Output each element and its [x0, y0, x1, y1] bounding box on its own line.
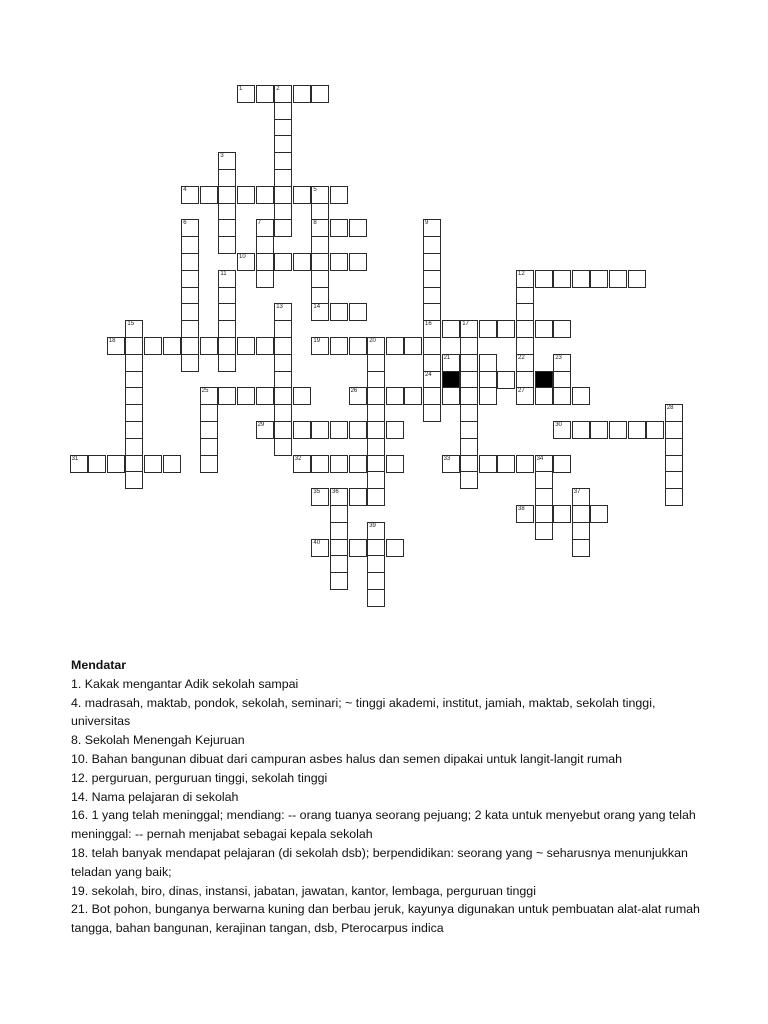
grid-cell[interactable] — [516, 303, 534, 321]
grid-cell[interactable] — [181, 219, 199, 237]
grid-cell[interactable] — [479, 371, 497, 389]
clue-number: 3 — [220, 153, 224, 160]
grid-cell[interactable] — [442, 371, 460, 389]
grid-cell[interactable] — [181, 186, 199, 204]
clue-number: 14 — [313, 304, 321, 311]
grid-cell[interactable] — [479, 387, 497, 405]
clue-number: 39 — [369, 522, 376, 529]
grid-cell[interactable] — [181, 320, 199, 338]
grid-cell[interactable] — [367, 488, 385, 506]
grid-cell[interactable] — [665, 404, 683, 422]
grid-cell[interactable] — [125, 421, 143, 439]
grid-cell[interactable] — [330, 488, 348, 506]
grid-cell[interactable] — [274, 135, 292, 153]
grid-cell[interactable] — [218, 203, 236, 221]
grid-cell[interactable] — [386, 387, 404, 405]
grid-cell[interactable] — [572, 505, 590, 523]
grid-cell[interactable] — [181, 303, 199, 321]
grid-cell[interactable] — [367, 371, 385, 389]
grid-cell[interactable] — [386, 421, 404, 439]
grid-cell[interactable] — [442, 455, 460, 473]
grid-cell[interactable] — [535, 387, 553, 405]
clue-number: 18 — [108, 338, 116, 344]
grid-cell[interactable] — [386, 337, 404, 355]
grid-cell[interactable] — [163, 455, 181, 473]
grid-cell[interactable] — [274, 102, 292, 120]
grid-cell[interactable] — [423, 236, 441, 254]
grid-cell[interactable] — [553, 505, 571, 523]
grid-cell[interactable] — [349, 303, 367, 321]
grid-cell[interactable] — [553, 320, 571, 338]
grid-cell[interactable] — [553, 421, 571, 439]
clue-number: 25 — [201, 388, 209, 395]
grid-cell[interactable] — [367, 438, 385, 456]
grid-cell[interactable] — [88, 455, 106, 473]
grid-cell[interactable] — [330, 505, 348, 523]
grid-cell[interactable] — [367, 455, 385, 473]
grid-cell[interactable] — [218, 219, 236, 237]
grid-cell[interactable] — [274, 387, 292, 405]
clues-heading: Mendatar — [71, 658, 127, 672]
grid-cell[interactable] — [125, 404, 143, 422]
grid-cell[interactable] — [218, 337, 236, 355]
grid-cell[interactable] — [256, 186, 274, 204]
grid-cell[interactable] — [423, 253, 441, 271]
grid-cell[interactable] — [218, 303, 236, 321]
grid-cell[interactable] — [516, 287, 534, 305]
grid-cell[interactable] — [460, 438, 478, 456]
grid-cell[interactable] — [665, 471, 683, 489]
grid-cell[interactable] — [293, 253, 311, 271]
grid-cell[interactable] — [311, 219, 329, 237]
grid-cell[interactable] — [609, 421, 627, 439]
grid-cell[interactable] — [293, 455, 311, 473]
grid-cell[interactable] — [256, 219, 274, 237]
grid-cell[interactable] — [442, 354, 460, 372]
grid-cell[interactable] — [553, 387, 571, 405]
grid-cell[interactable] — [497, 455, 515, 473]
grid-cell[interactable] — [535, 505, 553, 523]
clue-number: 21 — [443, 354, 451, 361]
grid-cell[interactable] — [200, 455, 218, 473]
grid-cell[interactable] — [293, 387, 311, 405]
grid-cell[interactable] — [572, 539, 590, 557]
grid-cell[interactable] — [535, 320, 553, 338]
grid-cell[interactable] — [367, 404, 385, 422]
clue-number: 30 — [555, 422, 562, 428]
grid-cell[interactable] — [349, 488, 367, 506]
grid-cell[interactable] — [460, 421, 478, 439]
clue-number: 27 — [518, 388, 525, 395]
grid-cell[interactable] — [404, 387, 422, 405]
grid-cell[interactable] — [218, 169, 236, 187]
grid-cell[interactable] — [423, 303, 441, 321]
grid-cell[interactable] — [349, 455, 367, 473]
grid-cell[interactable] — [237, 85, 255, 103]
grid-cell[interactable] — [125, 387, 143, 405]
grid-cell[interactable] — [293, 186, 311, 204]
grid-cell[interactable] — [181, 270, 199, 288]
clue-number: 6 — [183, 220, 187, 227]
grid-cell[interactable] — [609, 270, 627, 288]
grid-cell[interactable] — [423, 337, 441, 355]
grid-cell[interactable] — [535, 455, 553, 473]
grid-cell[interactable] — [590, 270, 608, 288]
grid-cell[interactable] — [516, 354, 534, 372]
grid-cell[interactable] — [349, 219, 367, 237]
clue-number: 37 — [573, 489, 581, 496]
clue-number: 20 — [369, 338, 376, 344]
grid-cell[interactable] — [311, 270, 329, 288]
grid-cell[interactable] — [274, 203, 292, 221]
grid-cell[interactable] — [423, 320, 441, 338]
clue-number: 19 — [313, 338, 321, 344]
grid-cell[interactable] — [367, 589, 385, 607]
grid-cell[interactable] — [274, 371, 292, 389]
grid-cell[interactable] — [553, 371, 571, 389]
grid-cell[interactable] — [256, 421, 274, 439]
grid-cell[interactable] — [516, 505, 534, 523]
grid-cell[interactable] — [274, 320, 292, 338]
grid-cell[interactable] — [367, 555, 385, 573]
grid-cell[interactable] — [181, 236, 199, 254]
grid-cell[interactable] — [218, 186, 236, 204]
grid-cell[interactable] — [330, 421, 348, 439]
grid-cell[interactable] — [125, 471, 143, 489]
grid-cell[interactable] — [516, 387, 534, 405]
grid-cell[interactable] — [516, 270, 534, 288]
grid-cell[interactable] — [125, 337, 143, 355]
grid-cell[interactable] — [218, 152, 236, 170]
grid-cell[interactable] — [665, 438, 683, 456]
clue-number: 5 — [313, 186, 317, 193]
clues-section — [71, 656, 711, 938]
grid-cell[interactable] — [479, 320, 497, 338]
grid-cell[interactable] — [125, 354, 143, 372]
grid-cell[interactable] — [274, 169, 292, 187]
grid-cell[interactable] — [218, 354, 236, 372]
grid-cell[interactable] — [628, 421, 646, 439]
grid-cell[interactable] — [572, 421, 590, 439]
grid-cell[interactable] — [646, 421, 664, 439]
grid-cell[interactable] — [144, 337, 162, 355]
grid-cell[interactable] — [516, 455, 534, 473]
grid-cell[interactable] — [274, 152, 292, 170]
clue-number: 8 — [313, 220, 317, 227]
grid-cell[interactable] — [572, 387, 590, 405]
clue-number: 10 — [239, 254, 246, 260]
grid-cell[interactable] — [367, 354, 385, 372]
grid-cell[interactable] — [218, 270, 236, 288]
grid-cell[interactable] — [237, 387, 255, 405]
grid-cell[interactable] — [460, 320, 478, 338]
clue-number: 13 — [276, 304, 283, 311]
grid-cell[interactable] — [125, 438, 143, 456]
grid-cell[interactable] — [144, 455, 162, 473]
grid-cell[interactable] — [367, 539, 385, 557]
clue-number: 32 — [294, 455, 302, 462]
grid-cell[interactable] — [330, 219, 348, 237]
grid-cell[interactable] — [367, 337, 385, 355]
grid-cell[interactable] — [553, 270, 571, 288]
clue-number: 36 — [332, 489, 339, 496]
grid-cell[interactable] — [535, 371, 553, 389]
grid-cell[interactable] — [311, 421, 329, 439]
grid-cell[interactable] — [349, 539, 367, 557]
grid-cell[interactable] — [163, 337, 181, 355]
grid-cell[interactable] — [423, 270, 441, 288]
grid-cell[interactable] — [181, 354, 199, 372]
grid-cell[interactable] — [628, 270, 646, 288]
grid-cell[interactable] — [330, 555, 348, 573]
grid-cell[interactable] — [218, 387, 236, 405]
grid-cell[interactable] — [386, 539, 404, 557]
grid-cell[interactable] — [200, 337, 218, 355]
grid-cell[interactable] — [330, 253, 348, 271]
grid-cell[interactable] — [330, 303, 348, 321]
grid-cell[interactable] — [200, 438, 218, 456]
grid-cell[interactable] — [200, 387, 218, 405]
grid-cell[interactable] — [516, 337, 534, 355]
clue-item: 10. Bahan bangunan dibuat dari campuran asbes halus dan semen dipakai untuk langit-langit rumah — [71, 751, 623, 766]
clue-item: 14. Nama pelajaran di sekolah — [71, 789, 239, 804]
grid-cell[interactable] — [516, 371, 534, 389]
grid-cell[interactable] — [218, 320, 236, 338]
grid-cell[interactable] — [237, 186, 255, 204]
clue-number: 24 — [425, 371, 432, 378]
grid-cell[interactable] — [497, 371, 515, 389]
clue-number: 34 — [536, 455, 544, 462]
grid-cell[interactable] — [293, 85, 311, 103]
grid-cell[interactable] — [218, 287, 236, 305]
clue-item: 21. Bot pohon, bunganya berwarna kuning dan berbau jeruk, kayunya digunakan untuk pembuatan alat-alat rumah tangga, bahan bangunan, kerajinan tangan, dsb, Pterocarpus indica — [71, 902, 700, 936]
grid-cell[interactable] — [330, 522, 348, 540]
clue-number: 31 — [71, 455, 79, 462]
grid-cell[interactable] — [311, 303, 329, 321]
grid-cell[interactable] — [553, 354, 571, 372]
grid-cell[interactable] — [349, 421, 367, 439]
grid-cell[interactable] — [572, 488, 590, 506]
grid-cell[interactable] — [367, 387, 385, 405]
grid-cell[interactable] — [237, 253, 255, 271]
grid-cell[interactable] — [256, 337, 274, 355]
grid-cell[interactable] — [404, 337, 422, 355]
grid-cell[interactable] — [274, 438, 292, 456]
clue-number: 40 — [313, 539, 321, 546]
grid-cell[interactable] — [293, 421, 311, 439]
clue-number: 4 — [183, 186, 187, 193]
grid-cell[interactable] — [665, 455, 683, 473]
grid-cell[interactable] — [367, 522, 385, 540]
grid-cell[interactable] — [274, 253, 292, 271]
grid-cell[interactable] — [256, 387, 274, 405]
grid-cell[interactable] — [256, 270, 274, 288]
clue-number: 29 — [257, 422, 265, 428]
grid-cell[interactable] — [274, 303, 292, 321]
grid-cell[interactable] — [274, 421, 292, 439]
grid-cell[interactable] — [330, 337, 348, 355]
grid-cell[interactable] — [181, 287, 199, 305]
clue-item: 8. Sekolah Menengah Kejuruan — [71, 733, 245, 748]
grid-cell[interactable] — [553, 455, 571, 473]
grid-cell[interactable] — [330, 186, 348, 204]
clue-item: 1. Kakak mengantar Adik sekolah sampai — [71, 676, 299, 691]
clue-item: 19. sekolah, biro, dinas, instansi, jabatan, jawatan, kantor, lembaga, perguruan tinggi — [71, 883, 536, 898]
grid-cell[interactable] — [237, 337, 255, 355]
grid-cell[interactable] — [442, 320, 460, 338]
grid-cell[interactable] — [181, 337, 199, 355]
grid-cell[interactable] — [125, 455, 143, 473]
clue-number: 33 — [443, 455, 451, 462]
clue-number: 1 — [239, 86, 243, 92]
clue-number: 35 — [313, 489, 321, 496]
grid-cell[interactable] — [311, 337, 329, 355]
grid-cell[interactable] — [479, 354, 497, 372]
grid-cell[interactable] — [367, 421, 385, 439]
grid-cell[interactable] — [423, 354, 441, 372]
grid-cell[interactable] — [70, 455, 88, 473]
grid-cell[interactable] — [274, 186, 292, 204]
grid-cell[interactable] — [460, 455, 478, 473]
grid-cell[interactable] — [665, 488, 683, 506]
grid-cell[interactable] — [423, 387, 441, 405]
clue-number: 7 — [257, 220, 261, 227]
grid-cell[interactable] — [311, 236, 329, 254]
grid-cell[interactable] — [497, 320, 515, 338]
grid-cell[interactable] — [330, 539, 348, 557]
grid-cell[interactable] — [665, 421, 683, 439]
grid-cell[interactable] — [479, 455, 497, 473]
grid-cell[interactable] — [311, 186, 329, 204]
grid-cell[interactable] — [590, 421, 608, 439]
grid-cell[interactable] — [572, 522, 590, 540]
grid-cell[interactable] — [200, 421, 218, 439]
grid-cell[interactable] — [423, 371, 441, 389]
grid-cell[interactable] — [516, 320, 534, 338]
clue-number: 38 — [518, 506, 525, 512]
grid-cell[interactable] — [349, 387, 367, 405]
clue-number: 16 — [425, 321, 432, 328]
grid-cell[interactable] — [125, 371, 143, 389]
grid-cell[interactable] — [535, 270, 553, 288]
grid-cell[interactable] — [125, 320, 143, 338]
clue-item: 4. madrasah, maktab, pondok, sekolah, seminari; ~ tinggi akademi, institut, jamiah, maktab, sekolah tinggi, universitas — [71, 695, 656, 729]
grid-cell[interactable] — [572, 270, 590, 288]
grid-cell[interactable] — [274, 337, 292, 355]
clue-number: 17 — [462, 321, 469, 328]
clue-number: 2 — [276, 86, 280, 92]
grid-cell[interactable] — [330, 455, 348, 473]
grid-cell[interactable] — [274, 119, 292, 137]
clue-number: 12 — [518, 270, 525, 277]
grid-cell[interactable] — [460, 354, 478, 372]
grid-cell[interactable] — [423, 404, 441, 422]
grid-cell[interactable] — [107, 455, 125, 473]
grid-cell[interactable] — [311, 455, 329, 473]
grid-cell[interactable] — [274, 85, 292, 103]
grid-cell[interactable] — [349, 337, 367, 355]
grid-cell[interactable] — [311, 203, 329, 221]
grid-cell[interactable] — [311, 85, 329, 103]
grid-cell[interactable] — [311, 539, 329, 557]
grid-cell[interactable] — [349, 253, 367, 271]
grid-cell[interactable] — [460, 387, 478, 405]
grid-cell[interactable] — [181, 253, 199, 271]
grid-cell[interactable] — [423, 287, 441, 305]
clue-item: 12. perguruan, perguruan tinggi, sekolah tinggi — [71, 770, 328, 785]
grid-cell[interactable] — [256, 253, 274, 271]
grid-cell[interactable] — [535, 522, 553, 540]
grid-cell[interactable] — [535, 471, 553, 489]
clue-item: 18. telah banyak mendapat pelajaran (di sekolah dsb); berpendidikan: seorang yang ~ seharusnya menunjukkan teladan yang baik; — [71, 845, 688, 879]
grid-cell[interactable] — [274, 404, 292, 422]
grid-cell[interactable] — [460, 404, 478, 422]
grid-cell[interactable] — [590, 505, 608, 523]
grid-cell[interactable] — [218, 236, 236, 254]
clue-number: 11 — [220, 270, 227, 277]
clue-number: 28 — [666, 405, 674, 412]
grid-cell[interactable] — [274, 354, 292, 372]
clue-item: 16. 1 yang telah meninggal; mendiang: -- orang tuanya seorang pejuang; 2 kata untuk menyebut orang yang telah meninggal: -- pernah menjabat sebagai kepala sekolah — [71, 808, 696, 842]
grid-cell[interactable] — [442, 387, 460, 405]
grid-cell[interactable] — [367, 572, 385, 590]
grid-cell[interactable] — [256, 236, 274, 254]
grid-cell[interactable] — [460, 371, 478, 389]
grid-cell[interactable] — [274, 219, 292, 237]
grid-cell[interactable] — [107, 337, 125, 355]
clue-number: 23 — [555, 354, 562, 361]
grid-cell[interactable] — [311, 253, 329, 271]
grid-cell[interactable] — [200, 186, 218, 204]
grid-cell[interactable] — [423, 219, 441, 237]
grid-cell[interactable] — [460, 337, 478, 355]
clue-number: 15 — [127, 321, 135, 328]
clue-number: 22 — [518, 354, 525, 361]
grid-cell[interactable] — [535, 488, 553, 506]
clue-number: 9 — [425, 220, 429, 227]
grid-cell[interactable] — [386, 455, 404, 473]
grid-cell[interactable] — [311, 488, 329, 506]
grid-cell[interactable] — [330, 572, 348, 590]
grid-cell[interactable] — [460, 471, 478, 489]
grid-cell[interactable] — [311, 287, 329, 305]
grid-cell[interactable] — [367, 471, 385, 489]
clue-number: 26 — [350, 388, 358, 395]
grid-cell[interactable] — [200, 404, 218, 422]
grid-cell[interactable] — [256, 85, 274, 103]
